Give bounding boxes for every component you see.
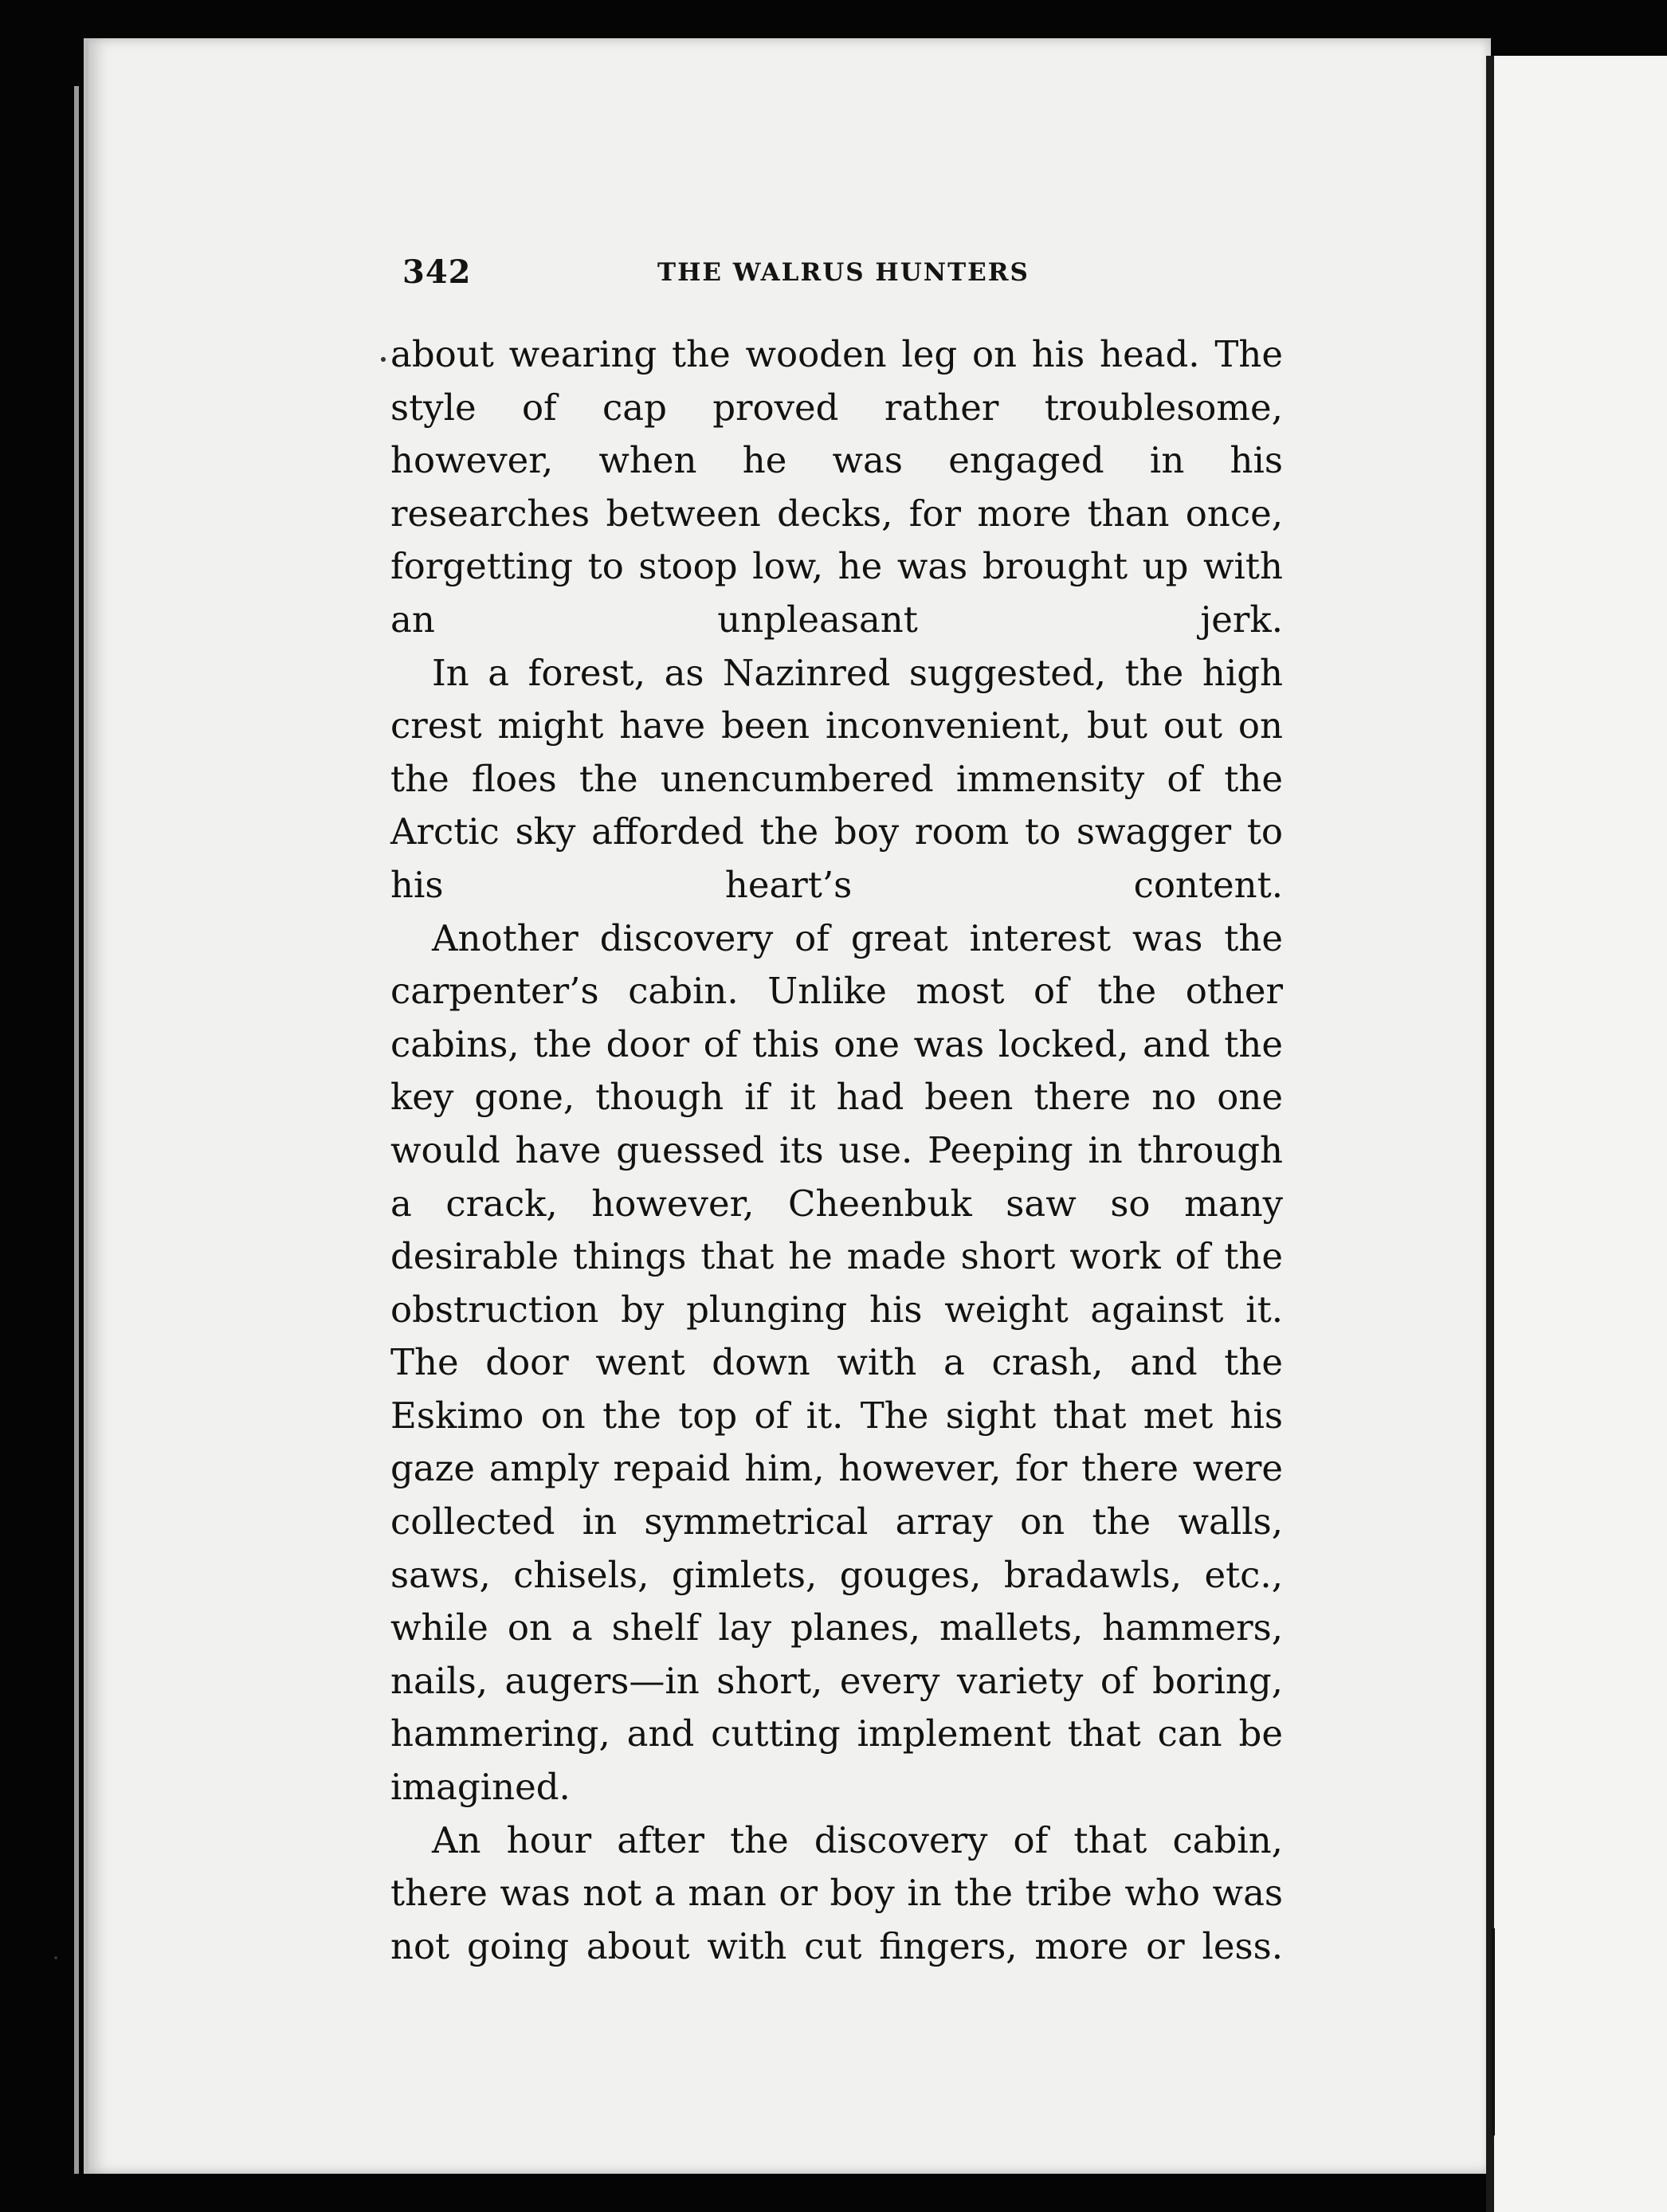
page-number: 342 xyxy=(402,253,472,291)
paragraph-1: about wearing the wooden leg on his head. The style of cap proved rather troublesome, however, when he was engaged in his researches between decks, for more than once, forgetting to stoop low, he was brought up with an unpleasant jerk. xyxy=(390,333,1283,641)
running-title: THE WALRUS HUNTERS xyxy=(657,258,1030,287)
paragraph-3: Another discovery of great interest was the carpenter’s cabin. Unlike most of the other cabins, the door of this one was locked, and the key gone, though if it had been there no one would have guessed its use. Peeping in through a crack, however, Cheenbuk saw so many desirable things that he made short work of the obstruction by plunging his weight against it. The door went down with a crash, and the Eskimo on the top of it. The sight that met his gaze amply repaid him, however, for there were collected in symmetrical array on the walls, saws, chisels, gimlets, gouges, bradawls, etc., while on a shelf lay planes, mallets, hammers, nails, augers—in short, every variety of boring, hammering, and cutting implement that can be imagined. xyxy=(390,916,1283,1809)
scan-speck xyxy=(54,1956,57,1959)
running-head xyxy=(402,253,1291,301)
paragraph-4: An hour after the discovery of that cabin, there was not a man or boy in the tribe who was not going about with cut fingers, more or less. xyxy=(390,1818,1283,1967)
scan-speck xyxy=(381,357,386,362)
binding-shadow xyxy=(1492,1928,1495,2136)
page-edge-shadow xyxy=(74,86,79,2174)
facing-page-edge xyxy=(1486,56,1667,2212)
body-text xyxy=(390,328,1283,1973)
paragraph-2: In a forest, as Nazinred suggested, the high crest might have been inconvenient, but out on the floes the unencumbered immensity of the Arctic sky afforded the boy room to swagger to his heart’s content. xyxy=(390,651,1283,906)
